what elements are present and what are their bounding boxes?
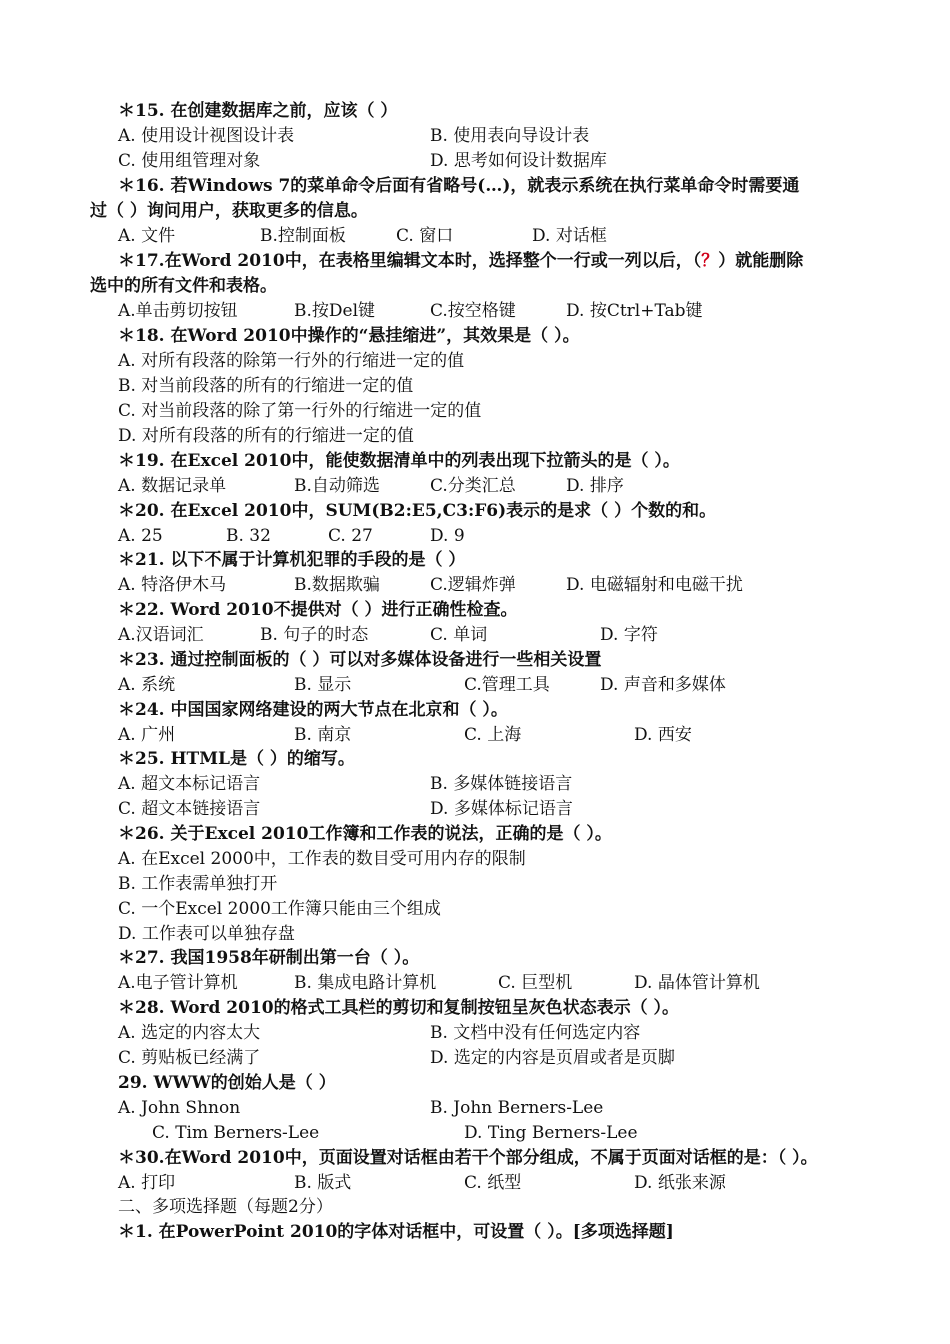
question-15-option-d: D. 思考如何设计数据库 <box>430 151 607 171</box>
question-23-stem: ＊23. 通过控制面板的（ ）可以对多媒体设备进行一些相关设置 <box>118 650 602 670</box>
question-26-option-c: C. 一个Excel 2000工作簿只能由三个组成 <box>118 899 441 919</box>
question-19-option-c: C.分类汇总 <box>430 476 516 496</box>
question-19-option-a: A. 数据记录单 <box>118 476 227 496</box>
question-29-option-b: B. John Berners-Lee <box>430 1098 604 1118</box>
question-25-stem: ＊25. HTML是（ ）的缩写。 <box>118 749 355 769</box>
question-29-option-a: A. John Shnon <box>118 1098 241 1118</box>
question-16-stem-line2: 过（ ）询问用户，获取更多的信息。 <box>90 201 368 221</box>
question-21-option-d: D. 电磁辐射和电磁干扰 <box>566 575 743 595</box>
question-21-option-c: C.逻辑炸弹 <box>430 575 516 595</box>
question-18-option-a: A. 对所有段落的除第一行外的行缩进一定的值 <box>118 351 465 371</box>
question-17-option-c: C.按空格键 <box>430 301 516 321</box>
question-16-stem-line1: ＊16. 若Windows 7的菜单命令后面有省略号(…)，就表示系统在执行菜单命令时需要通 <box>118 176 800 196</box>
question-24-option-b: B. 南京 <box>294 725 352 745</box>
question-25-option-b: B. 多媒体链接语言 <box>430 774 573 794</box>
question-27-stem: ＊27. 我国1958年研制出第一台（ ）。 <box>118 948 420 968</box>
question-23-option-b: B. 显示 <box>294 675 352 695</box>
question-29-stem: 29. WWW的创始人是（ ） <box>118 1073 336 1093</box>
question-30-option-c: C. 纸型 <box>464 1173 522 1193</box>
question-20-option-d: D. 9 <box>430 526 465 546</box>
question-23-option-d: D. 声音和多媒体 <box>600 675 726 695</box>
question-30-option-d: D. 纸张来源 <box>634 1173 726 1193</box>
question-15-stem: ＊15. 在创建数据库之前，应该（ ） <box>118 101 398 121</box>
question-30-option-a: A. 打印 <box>118 1173 176 1193</box>
question-24-stem: ＊24. 中国国家网络建设的两大节点在北京和（ ）。 <box>118 700 508 720</box>
question-21-option-a: A. 特洛伊木马 <box>118 575 227 595</box>
question-20-stem: ＊20. 在Excel 2010中，SUM(B2:E5,C3:F6)表示的是求（ ）个数的和。 <box>118 501 717 521</box>
question-15-option-b: B. 使用表向导设计表 <box>430 126 590 146</box>
question-25-option-d: D. 多媒体标记语言 <box>430 799 573 819</box>
question-16-option-b: B.控制面板 <box>260 226 346 246</box>
question-19-stem: ＊19. 在Excel 2010中，能使数据清单中的列表出现下拉箭头的是（ ）。 <box>118 451 680 471</box>
question-17-option-d: D. 按Ctrl+Tab键 <box>566 301 703 321</box>
question-17-stem-line1 <box>118 250 803 272</box>
question-18-stem: ＊18. 在Word 2010中操作的“悬挂缩进”，其效果是（ ）。 <box>118 326 580 346</box>
question-20-option-b: B. 32 <box>226 526 271 546</box>
question-16-option-c: C. 窗口 <box>396 226 454 246</box>
question-18-option-b: B. 对当前段落的所有的行缩进一定的值 <box>118 376 414 396</box>
question-19-option-d: D. 排序 <box>566 476 624 496</box>
question-22-option-c: C. 单词 <box>430 625 488 645</box>
question-28-option-a: A. 选定的内容太大 <box>118 1023 261 1043</box>
question-26-stem: ＊26. 关于Excel 2010工作簿和工作表的说法，正确的是（ ）。 <box>118 824 612 844</box>
question-25-option-a: A. 超文本标记语言 <box>118 774 261 794</box>
question-15-option-a: A. 使用设计视图设计表 <box>118 126 295 146</box>
question-28-option-b: B. 文档中没有任何选定内容 <box>430 1023 641 1043</box>
question-16-option-a: A. 文件 <box>118 226 176 246</box>
question-30-option-b: B. 版式 <box>294 1173 352 1193</box>
question-22-option-a: A.汉语词汇 <box>118 625 204 645</box>
question-26-option-d: D. 工作表可以单独存盘 <box>118 924 295 944</box>
question-mark-highlight: ？ <box>701 251 719 271</box>
question-21-option-b: B.数据欺骗 <box>294 575 380 595</box>
question-21-stem: ＊21. 以下不属于计算机犯罪的手段的是（ ） <box>118 550 466 570</box>
question-18-option-d: D. 对所有段落的所有的行缩进一定的值 <box>118 426 414 446</box>
question-22-option-b: B. 句子的时态 <box>260 625 369 645</box>
question-15-option-c: C. 使用组管理对象 <box>118 151 261 171</box>
question-17-option-a: A.单击剪切按钮 <box>118 301 238 321</box>
question-22-stem: ＊22. Word 2010不提供对（ ）进行正确性检查。 <box>118 600 518 620</box>
question-25-option-c: C. 超文本链接语言 <box>118 799 261 819</box>
question-24-option-c: C. 上海 <box>464 725 522 745</box>
question-27-option-b: B. 集成电路计算机 <box>294 973 437 993</box>
question-29-option-d: D. Ting Berners-Lee <box>464 1123 638 1143</box>
question-30-stem: ＊30.在Word 2010中，页面设置对话框由若干个部分组成，不属于页面对话框的是：（ ）。 <box>118 1148 818 1168</box>
question-17-stem-line2: 选中的所有文件和表格。 <box>90 276 277 296</box>
question-17-stem-end: ）就能删除 <box>718 251 804 271</box>
question-23-option-a: A. 系统 <box>118 675 176 695</box>
question-24-option-a: A. 广州 <box>118 725 176 745</box>
question-28-option-c: C. 剪贴板已经满了 <box>118 1048 261 1068</box>
question-19-option-b: B.自动筛选 <box>294 476 380 496</box>
question-23-option-c: C.管理工具 <box>464 675 550 695</box>
question-26-option-b: B. 工作表需单独打开 <box>118 874 278 894</box>
question-20-option-c: C. 27 <box>328 526 373 546</box>
question-17-stem-start: ＊17.在Word 2010中，在表格里编辑文本时，选择整个一行或一列以后，（ <box>118 251 702 271</box>
question-24-option-d: D. 西安 <box>634 725 692 745</box>
question-29-option-c: C. Tim Berners-Lee <box>152 1123 320 1143</box>
question-18-option-c: C. 对当前段落的除了第一行外的行缩进一定的值 <box>118 401 482 421</box>
question-17-option-b: B.按Del键 <box>294 301 376 321</box>
question-28-option-d: D. 选定的内容是页眉或者是页脚 <box>430 1048 675 1068</box>
question-27-option-d: D. 晶体管计算机 <box>634 973 760 993</box>
question-27-option-c: C. 巨型机 <box>498 973 573 993</box>
question-27-option-a: A.电子管计算机 <box>118 973 238 993</box>
question-28-stem: ＊28. Word 2010的格式工具栏的剪切和复制按钮呈灰色状态表示（ ）。 <box>118 998 680 1018</box>
section-heading: 二、多项选择题（每题2分） <box>118 1197 333 1217</box>
question-26-option-a: A. 在Excel 2000中，工作表的数目受可用内存的限制 <box>118 849 526 869</box>
question-16-option-d: D. 对话框 <box>532 226 607 246</box>
question-22-option-d: D. 字符 <box>600 625 658 645</box>
question-20-option-a: A. 25 <box>118 526 163 546</box>
multi-question-1-stem: ＊1. 在PowerPoint 2010的字体对话框中，可设置（ ）。[多项选择题] <box>118 1222 674 1242</box>
